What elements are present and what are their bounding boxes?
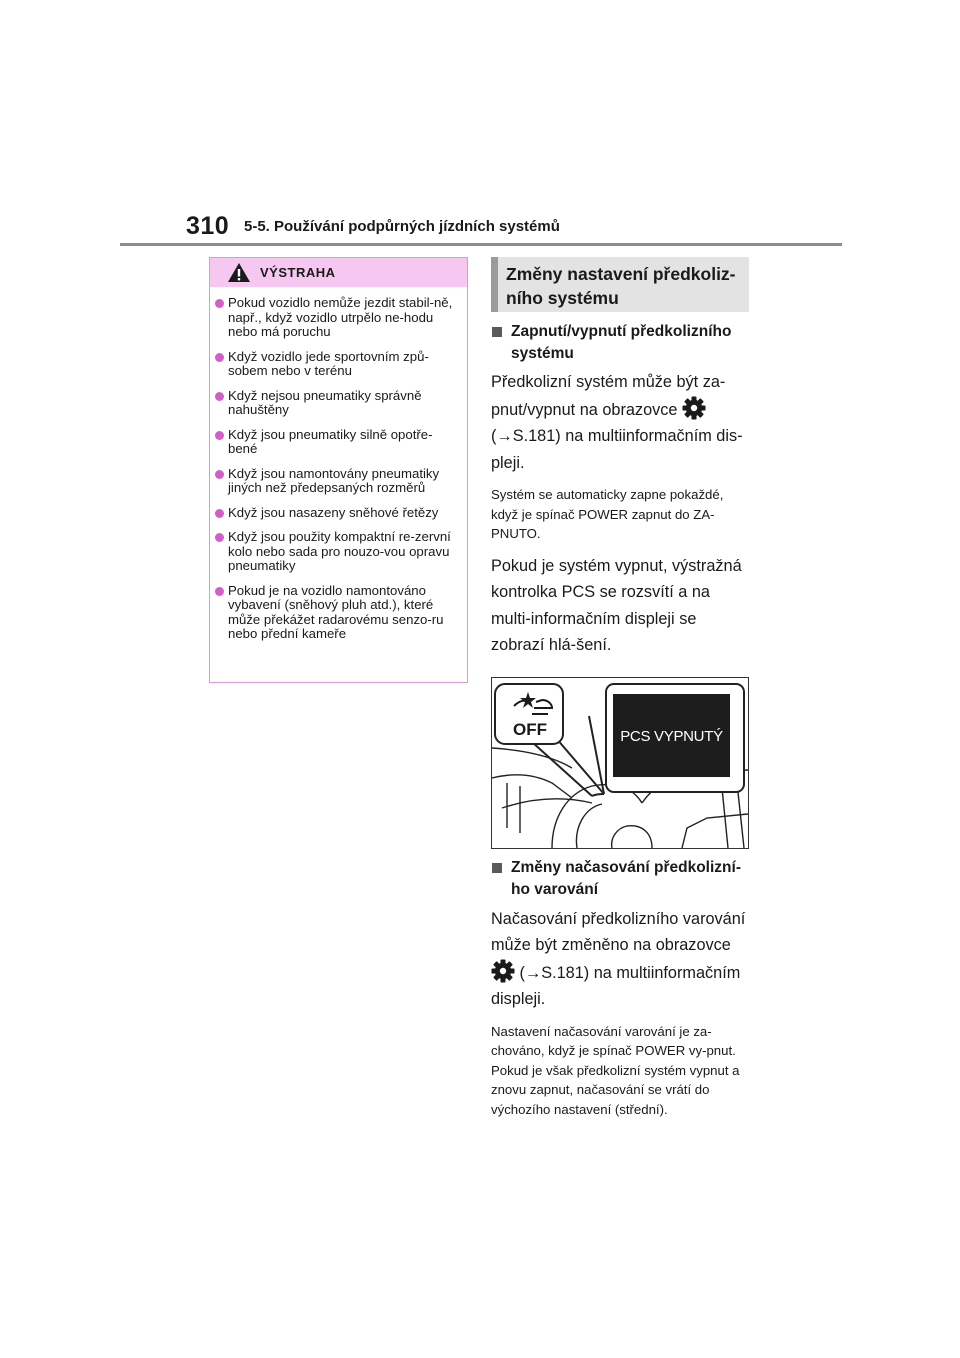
- square-bullet-icon: [492, 863, 502, 873]
- warning-item: Pokud vozidlo nemůže jezdit stabil-ně, např., když vozidlo utrpělo ne-hodu nebo má poruchu: [215, 296, 457, 340]
- bullet-icon: [215, 533, 224, 542]
- section1-text: Předkolizní systém může být za-pnut/vypnut na obrazovce (→S.181) na multiinformačním dis-pleji.: [491, 373, 743, 472]
- warning-title: VÝSTRAHA: [260, 265, 336, 280]
- warning-item: Když jsou namontovány pneumatiky jiných než předepsaných rozměrů: [215, 467, 457, 496]
- warning-item: Když nejsou pneumatiky správně nahuštěny: [215, 389, 457, 418]
- warning-item: Když vozidlo jede sportovním způ-sobem nebo v terénu: [215, 350, 457, 379]
- dashboard-figure: [491, 677, 749, 849]
- warning-list: [210, 287, 467, 642]
- warning-item: Když jsou nasazeny sněhové řetězy: [215, 506, 457, 521]
- page-number: 310: [186, 212, 230, 240]
- header-rule: [120, 243, 842, 246]
- warning-header: [210, 258, 467, 287]
- warning-triangle-icon: [227, 262, 251, 283]
- bullet-icon: [215, 509, 224, 518]
- content-column: [491, 257, 751, 1119]
- section1-heading: Zapnutí/vypnutí předkolizního systému: [491, 321, 751, 365]
- settings-gear-icon: [491, 959, 515, 983]
- warning-item: Když jsou použity kompaktní re-zervní kolo nebo sada pro nouzo-vou opravu pneumatiky: [215, 530, 457, 574]
- dashboard-illustration: [492, 678, 748, 848]
- display-message: PCS VYPNUTÝ: [620, 727, 723, 745]
- section1-text2: Pokud je systém vypnut, výstražná kontrolka PCS se rozsvítí a na multi-informačním displeji se zobrazí hlá-šení.: [491, 556, 742, 654]
- section1-note: Systém se automaticky zapne pokaždé, když je spínač POWER zapnut do ZA-PNUTO.: [491, 487, 724, 541]
- section-title: 5-5. Používání podpůrných jízdních systémů: [244, 218, 560, 235]
- section2-heading: Změny načasování předkolizní-ho varování: [491, 857, 751, 901]
- bullet-icon: [215, 299, 224, 308]
- section2-note: Nastavení načasování varování je za-chováno, když je spínač POWER vy-pnut. Pokud je však předkolizní systém vypnut a znovu zapnut, načasování se vrátí do výchozího nastavení (střední).: [491, 1023, 740, 1117]
- warning-item: Když jsou pneumatiky silně opotře-bené: [215, 428, 457, 457]
- bullet-icon: [215, 392, 224, 401]
- section2-text: Načasování předkolizního varování může být změněno na obrazovce (→S.181) na multiinformačním displeji.: [491, 909, 746, 1008]
- off-indicator-label: OFF: [513, 719, 547, 739]
- warning-box: [209, 257, 468, 683]
- bullet-icon: [215, 431, 224, 440]
- warning-item: Pokud je na vozidlo namontováno vybavení (sněhový pluh atd.), které může překážet radarovému senzo-ru nebo přední kameře: [215, 584, 457, 642]
- bullet-icon: [215, 353, 224, 362]
- settings-gear-icon: [682, 396, 706, 420]
- bullet-icon: [215, 587, 224, 596]
- bullet-icon: [215, 470, 224, 479]
- content-heading: Změny nastavení předkoliz-ního systému: [491, 257, 749, 312]
- square-bullet-icon: [492, 327, 502, 337]
